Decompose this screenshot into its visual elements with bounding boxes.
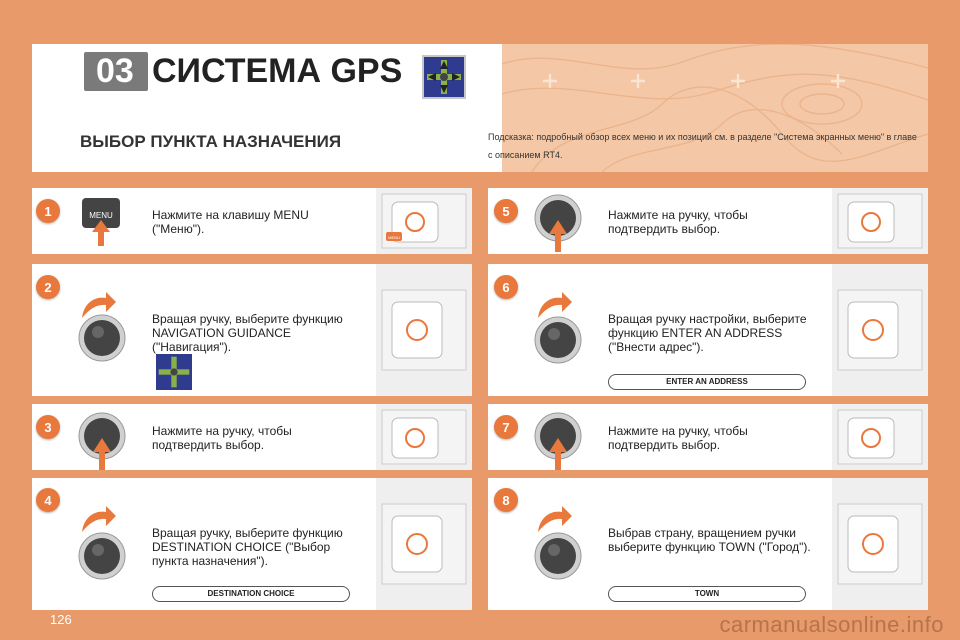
- step-number-badge: 3: [36, 415, 60, 439]
- step-4: [32, 478, 472, 610]
- step-number-badge: 8: [494, 488, 518, 512]
- menu-option-pill: ENTER AN ADDRESS: [608, 374, 806, 390]
- menu-key-label: MENU: [89, 211, 113, 220]
- push-knob-icon: [534, 194, 582, 254]
- radio-panel-illustration: [376, 478, 472, 610]
- step-6-text: Вращая ручку настройки, выберите функцию ENTER AN ADDRESS ("Внести адрес").: [608, 312, 807, 354]
- chapter-number: 03: [84, 52, 148, 91]
- step-number-badge: 6: [494, 275, 518, 299]
- push-knob-icon: [534, 412, 582, 470]
- step-8: [488, 478, 928, 610]
- panel-menu-label: MENU: [388, 235, 400, 240]
- radio-panel-illustration: [832, 478, 928, 610]
- step-1-text: Нажмите на клавишу MENU ("Меню").: [152, 208, 309, 236]
- step-3: [32, 404, 472, 470]
- gps-crosshair-icon: [156, 354, 192, 395]
- rotary-knob-icon: [534, 532, 582, 585]
- step-number-badge: 5: [494, 199, 518, 223]
- rotary-knob-icon: [78, 314, 126, 367]
- step-5-text: Нажмите на ручку, чтобы подтвердить выбор.: [608, 208, 748, 236]
- gps-crosshair-icon: [422, 55, 466, 99]
- watermark: carmanualsonline.info: [719, 612, 944, 637]
- step-7: [488, 404, 928, 470]
- rotary-knob-icon: [78, 532, 126, 585]
- step-6: [488, 264, 928, 396]
- rotary-knob-icon: [534, 316, 582, 369]
- step-8-text: Выбрав страну, вращением ручки выберите функцию TOWN ("Город").: [608, 526, 811, 554]
- push-knob-icon: [78, 412, 126, 470]
- radio-panel-illustration: [832, 264, 928, 396]
- step-2: [32, 264, 472, 396]
- radio-panel-illustration: [376, 188, 472, 254]
- radio-panel-illustration: [376, 264, 472, 396]
- radio-panel-illustration: [376, 404, 472, 470]
- step-4-text: Вращая ручку, выберите функцию DESTINATION CHOICE ("Выбор пункта назначения").: [152, 526, 343, 568]
- step-number-badge: 7: [494, 415, 518, 439]
- step-1: [32, 188, 472, 254]
- radio-panel-illustration: [832, 188, 928, 254]
- menu-option-pill: TOWN: [608, 586, 806, 602]
- menu-key-icon: [78, 194, 124, 251]
- step-number-badge: 2: [36, 275, 60, 299]
- radio-panel-illustration: [832, 404, 928, 470]
- section-title: ВЫБОР ПУНКТА НАЗНАЧЕНИЯ: [80, 132, 342, 151]
- chapter-title: СИСТЕМА GPS: [152, 52, 403, 90]
- step-7-text: Нажмите на ручку, чтобы подтвердить выбор.: [608, 424, 748, 452]
- hint-text: Подсказка: подробный обзор всех меню и их позиций см. в разделе "Система экранных меню" в главе с описанием RT4.: [488, 132, 917, 160]
- step-3-text: Нажмите на ручку, чтобы подтвердить выбор.: [152, 424, 292, 452]
- menu-option-pill: DESTINATION CHOICE: [152, 586, 350, 602]
- step-number-badge: 1: [36, 199, 60, 223]
- page-number: 126: [50, 612, 72, 627]
- step-number-badge: 4: [36, 488, 60, 512]
- step-5: [488, 188, 928, 254]
- step-2-text: Вращая ручку, выберите функцию NAVIGATION GUIDANCE ("Навигация").: [152, 312, 343, 354]
